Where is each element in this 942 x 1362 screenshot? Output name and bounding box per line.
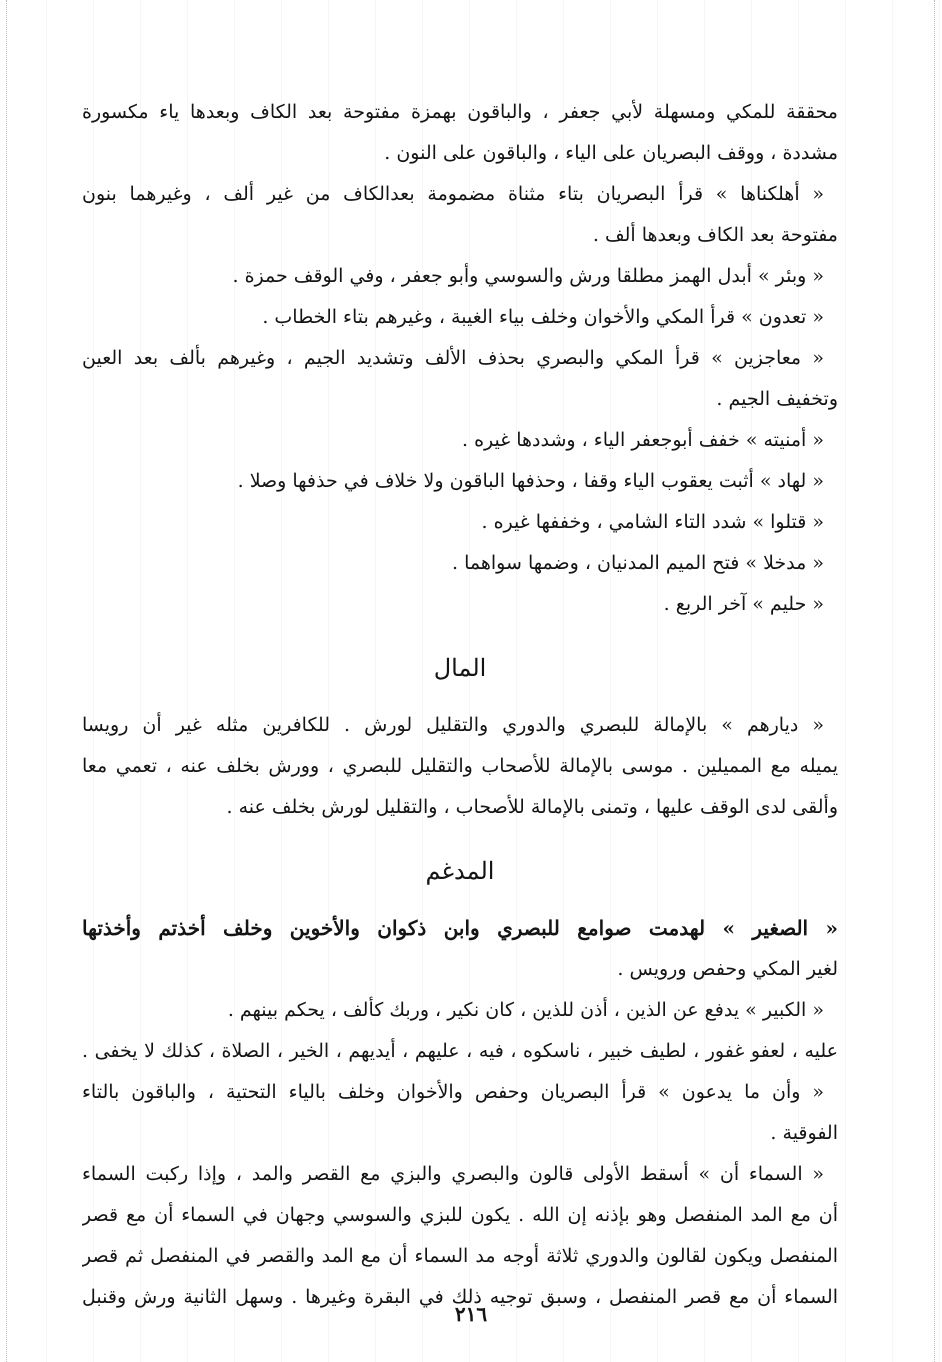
- text-line: محققة للمكي ومسهلة لأبي جعفر ، والباقون بهمزة مفتوحة بعد الكاف وبعدها ياء مكسورة: [82, 101, 838, 123]
- text-line: « الصغير » لهدمت صوامع للبصري وابن ذكوان والأخوين وخلف أخذتم وأخذتها: [82, 916, 838, 940]
- text-line: « الكبير » يدفع عن الذين ، أذن للذين ، كان نكير ، وربك كألف ، يحكم بينهم .: [227, 999, 824, 1021]
- text-line: الفوقية .: [770, 1122, 838, 1144]
- scan-edge-right: [934, 0, 936, 1362]
- text-line: وألقى لدى الوقف عليها ، وتمنى بالإمالة للأصحاب ، والتقليل لورش بخلف عنه .: [226, 796, 838, 818]
- text-line: « معاجزين » قرأ المكي والبصري بحذف الألف وتشديد الجيم ، وغيرهم بألف بعد العين: [82, 347, 824, 369]
- text-line: « أهلكناها » قرأ البصريان بتاء مثناة مضمومة بعدالكاف من غير ألف ، وغيرهما بنون: [82, 183, 824, 205]
- text-line: يميله مع المميلين . موسى بالإمالة للأصحاب والتقليل للبصري ، وورش بخلف عنه ، تعمي معا: [82, 755, 838, 777]
- text-line: أن مع المد المنفصل وهو بإذنه إن الله . يكون للبزي والسوسي وجهان في السماء أن مع قصر: [82, 1204, 838, 1226]
- text-line: « ديارهم » بالإمالة للبصري والدوري والتقليل لورش . للكافرين مثله غير أن رويسا: [82, 714, 824, 736]
- section-heading-idgham: المدغم: [425, 857, 495, 885]
- page-number: ٢١٦: [454, 1302, 488, 1326]
- text-line: « وبئر » أبدل الهمز مطلقا ورش والسوسي وأبو جعفر ، وفي الوقف حمزة .: [232, 265, 824, 287]
- page-text: [82, 92, 838, 1318]
- text-line: مفتوحة بعد الكاف وبعدها ألف .: [592, 224, 838, 246]
- text-line: « وأن ما يدعون » قرأ البصريان وحفص والأخوان وخلف بالياء التحتية ، والباقون بالتاء: [82, 1081, 824, 1103]
- text-line: « أمنيته » خفف أبوجعفر الياء ، وشددها غيره .: [461, 429, 824, 451]
- text-line: المنفصل ويكون لقالون والدوري ثلاثة أوجه مد السماء أن مع المد والقصر في المنفصل ثم قصر: [82, 1245, 838, 1267]
- text-line: وتخفيف الجيم .: [716, 388, 838, 410]
- text-line: عليه ، لعفو غفور ، لطيف خبير ، ناسكوه ، فيه ، عليهم ، أيديهم ، الخير ، الصلاة ، كذلك لا يخفى .: [82, 1040, 838, 1062]
- text-line: لغير المكي وحفص ورويس .: [617, 958, 838, 980]
- text-line: « لهاد » أثبت يعقوب الياء وقفا ، وحذفها الباقون ولا خلاف في حذفها وصلا .: [237, 470, 824, 492]
- section-heading-imala: المال: [433, 654, 487, 682]
- text-line: مشددة ، ووقف البصريان على الياء ، والباقون على النون .: [384, 142, 838, 164]
- text-line: « قتلوا » شدد التاء الشامي ، وخففها غيره .: [481, 511, 824, 533]
- scan-edge-left: [6, 0, 8, 1362]
- text-line: السماء أن مع قصر المنفصل ، وسبق توجيه ذلك في البقرة وغيرها . وسهل الثانية ورش وقنبل: [82, 1286, 838, 1308]
- text-line: « حليم » آخر الربع .: [663, 593, 824, 615]
- text-line: « مدخلا » فتح الميم المدنيان ، وضمها سواهما .: [452, 552, 824, 574]
- text-line: « تعدون » قرأ المكي والأخوان وخلف بياء الغيبة ، وغيرهم بتاء الخطاب .: [262, 306, 824, 328]
- text-line: « السماء أن » أسقط الأولى قالون والبصري والبزي مع القصر والمد ، وإذا ركبت السماء: [82, 1163, 824, 1185]
